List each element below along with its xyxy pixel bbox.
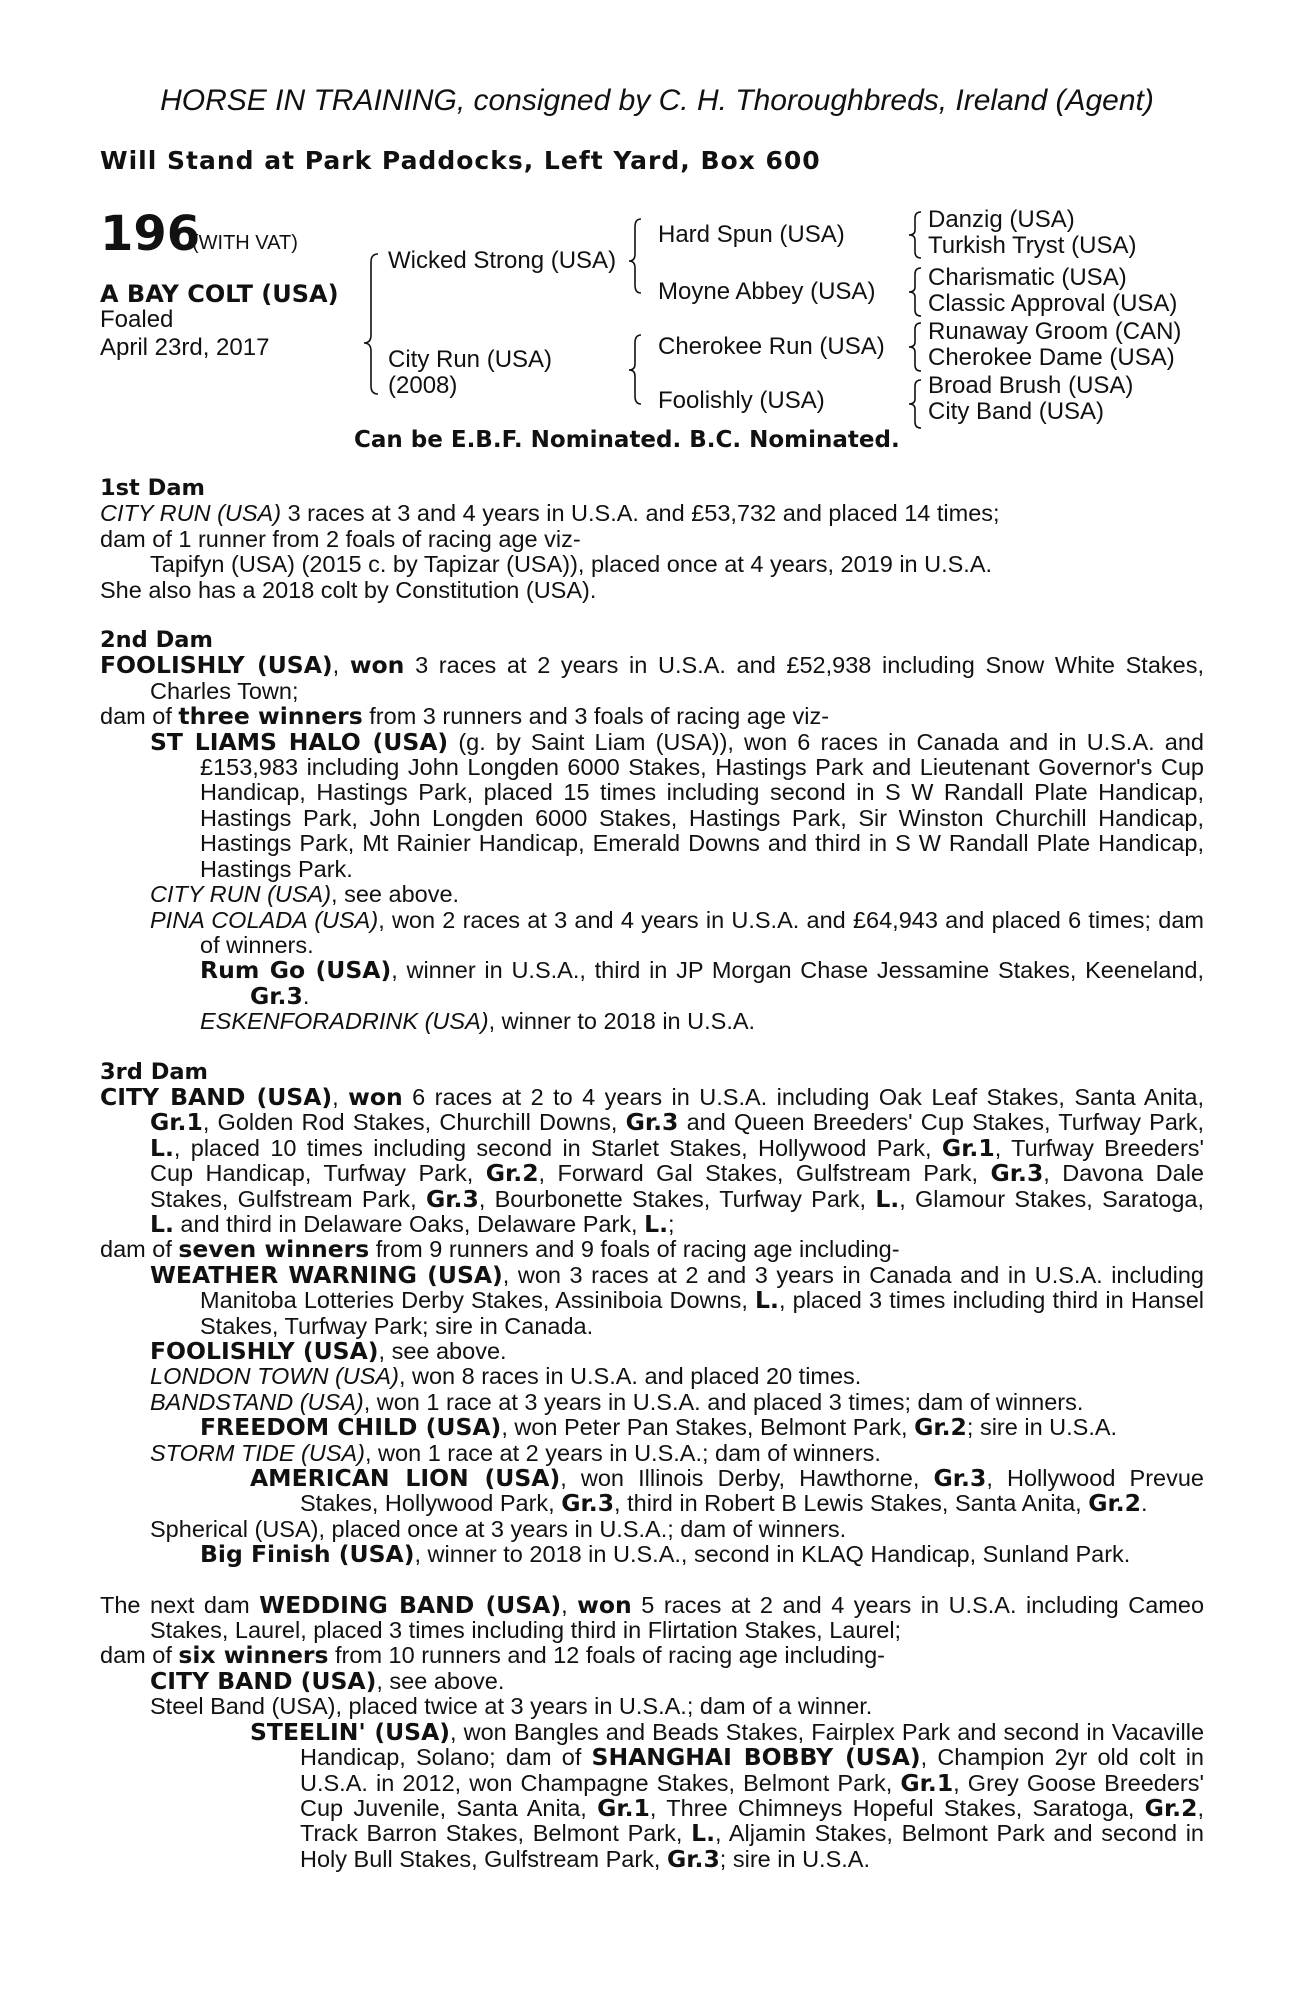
gg-6: Cherokee Dame (USA) xyxy=(928,344,1175,371)
sire-dam: Moyne Abbey (USA) xyxy=(658,278,876,305)
progeny-entry: ST LIAMS HALO (USA) (g. by Saint Liam (USA)), won 6 races in Canada and in U.S.A. and £153,983 including John Longden 6000 Stakes, Hastings Park and Lieutenant Governor's Cup Handicap, Hastings Park, placed 15 times including second in S W Randall Plate Handicap, Hastings Park, John Longden 6000 Stakes, Hastings Park, Sir Winston Churchill Handicap, Hastings Park, Mt Rainier Handicap, Emerald Downs and third in S W Randall Plate Handicap, Hastings Park. xyxy=(150,727,1204,882)
second-dam-heading: 2nd Dam xyxy=(100,627,213,654)
lot-number: 196 xyxy=(100,206,201,262)
dam-year: (2008) xyxy=(388,372,458,399)
progeny-entry: Steel Band (USA), placed twice at 3 years in U.S.A.; dam of a winner. xyxy=(150,1693,873,1720)
foaled-label: Foaled xyxy=(100,306,174,333)
second-dam-record: FOOLISHLY (USA), won 3 races at 2 years in U.S.A. and £52,938 including Snow White Stakes, Charles Town; xyxy=(100,651,1204,704)
progeny-entry: FREEDOM CHILD (USA), won Peter Pan Stakes, Belmont Park, Gr.2; sire in U.S.A. xyxy=(200,1413,1118,1442)
progeny-entry: CITY BAND (USA), see above. xyxy=(150,1666,505,1695)
progeny-entry: Spherical (USA), placed once at 3 years in U.S.A.; dam of winners. xyxy=(150,1515,847,1542)
progeny-entry: BANDSTAND (USA), won 1 race at 3 years in U.S.A. and placed 3 times; dam of winners. xyxy=(150,1388,1084,1415)
progeny-entry: Tapifyn (USA) (2015 c. by Tapizar (USA)), placed once at 4 years, 2019 in U.S.A. xyxy=(150,551,993,578)
stand-location: Will Stand at Park Paddocks, Left Yard, Box 600 xyxy=(100,146,821,175)
vat-note: (WITH VAT) xyxy=(192,232,298,254)
gg-4: Classic Approval (USA) xyxy=(928,290,1178,317)
foaled-date: April 23rd, 2017 xyxy=(100,334,270,361)
progeny-entry: PINA COLADA (USA), won 2 races at 3 and 4 years in U.S.A. and £64,943 and placed 6 times; dam of winners. xyxy=(150,906,1204,958)
horse-name: CITY RUN (USA) xyxy=(100,500,282,527)
first-dam-note: She also has a 2018 colt by Constitution (USA). xyxy=(100,576,597,603)
second-dam-produce: dam of three winners from 3 runners and 3 foals of racing age viz- xyxy=(100,702,830,731)
third-dam-record: CITY BAND (USA), won 6 races at 2 to 4 years in U.S.A. including Oak Leaf Stakes, Santa Anita, Gr.1, Golden Rod Stakes, Churchill Downs, Gr.3 and Queen Breeders' Cup Stakes, Turfway Park, L., placed 10 times including second in Starlet Stakes, Hollywood Park, Gr.1, Turfway Breeders' Cup Handicap, Turfway Park, Gr.2, Forward Gal Stakes, Gulfstream Park, Gr.3, Davona Dale Stakes, Gulfstream Park, Gr.3, Bourbonette Stakes, Turfway Park, L., Glamour Stakes, Saratoga, L. and third in Delaware Oaks, Delaware Park, L.; xyxy=(100,1082,1205,1238)
progeny-entry: LONDON TOWN (USA), won 8 races in U.S.A. and placed 20 times. xyxy=(150,1363,862,1390)
nominations: Can be E.B.F. Nominated. B.C. Nominated. xyxy=(354,427,900,453)
lot-description: A BAY COLT (USA) xyxy=(100,280,339,308)
dam-sire: Cherokee Run (USA) xyxy=(658,333,885,360)
progeny-entry: AMERICAN LION (USA), won Illinois Derby, Hawthorne, Gr.3, Hollywood Prevue Stakes, Hollywood Park, Gr.3, third in Robert B Lewis Stakes, Santa Anita, Gr.2. xyxy=(250,1464,1204,1518)
first-dam-record: CITY RUN (USA) 3 races at 3 and 4 years in U.S.A. and £53,732 and placed 14 times; xyxy=(100,500,1000,527)
progeny-entry: FOOLISHLY (USA), see above. xyxy=(150,1337,507,1365)
next-dam-record: The next dam WEDDING BAND (USA), won 5 races at 2 and 4 years in U.S.A. including Cameo Stakes, Laurel, placed 3 times including third in Flirtation Stakes, Laurel; xyxy=(100,1590,1205,1644)
page-title: HORSE IN TRAINING, consigned by C. H. Thoroughbreds, Ireland (Agent) xyxy=(160,84,1154,117)
sire: Wicked Strong (USA) xyxy=(388,247,617,274)
progeny-entry: Big Finish (USA), winner to 2018 in U.S.A., second in KLAQ Handicap, Sunland Park. xyxy=(200,1540,1131,1569)
gg-7: Broad Brush (USA) xyxy=(928,372,1134,399)
gg-1: Danzig (USA) xyxy=(928,206,1075,233)
dam-dam: Foolishly (USA) xyxy=(658,387,825,414)
progeny-entry: STORM TIDE (USA), won 1 race at 2 years in U.S.A.; dam of winners. xyxy=(150,1439,881,1466)
first-dam-heading: 1st Dam xyxy=(100,475,205,501)
progeny-entry: ESKENFORADRINK (USA), winner to 2018 in U.S.A. xyxy=(200,1008,756,1035)
progeny-entry: CITY RUN (USA), see above. xyxy=(150,881,460,908)
gg-3: Charismatic (USA) xyxy=(928,264,1127,291)
progeny-entry: STEELIN' (USA), won Bangles and Beads Stakes, Fairplex Park and second in Vacaville Handicap, Solano; dam of SHANGHAI BOBBY (USA), Champion 2yr old colt in U.S.A. in 2012, won Champagne Stakes, Belmont Park, Gr.1, Grey Goose Breeders' Cup Juvenile, Santa Anita, Gr.1, Three Chimneys Hopeful Stakes, Saratoga, Gr.2, Track Barron Stakes, Belmont Park, L., Aljamin Stakes, Belmont Park and second in Holy Bull Stakes, Gulfstream Park, Gr.3; sire in U.S.A. xyxy=(250,1717,1205,1873)
third-dam-heading: 3rd Dam xyxy=(100,1058,208,1085)
gg-5: Runaway Groom (CAN) xyxy=(928,318,1182,345)
gg-8: City Band (USA) xyxy=(928,398,1105,425)
first-dam-produce: dam of 1 runner from 2 foals of racing age viz- xyxy=(100,525,581,552)
third-dam-produce: dam of seven winners from 9 runners and 9 foals of racing age including- xyxy=(100,1235,900,1264)
dam: City Run (USA) xyxy=(388,346,553,373)
catalogue-body xyxy=(100,476,1204,1872)
gg-2: Turkish Tryst (USA) xyxy=(928,232,1137,259)
progeny-entry: WEATHER WARNING (USA), won 3 races at 2 and 3 years in Canada and in U.S.A. including Manitoba Lotteries Derby Stakes, Assiniboia Downs, L., placed 3 times including third in Hansel Stakes, Turfway Park; sire in Canada. xyxy=(150,1260,1204,1339)
progeny-entry: Rum Go (USA), winner in U.S.A., third in JP Morgan Chase Jessamine Stakes, Keeneland, Gr.3. xyxy=(200,956,1204,1010)
next-dam-produce: dam of six winners from 10 runners and 12 foals of racing age including- xyxy=(100,1641,885,1670)
sire-sire: Hard Spun (USA) xyxy=(658,221,845,248)
